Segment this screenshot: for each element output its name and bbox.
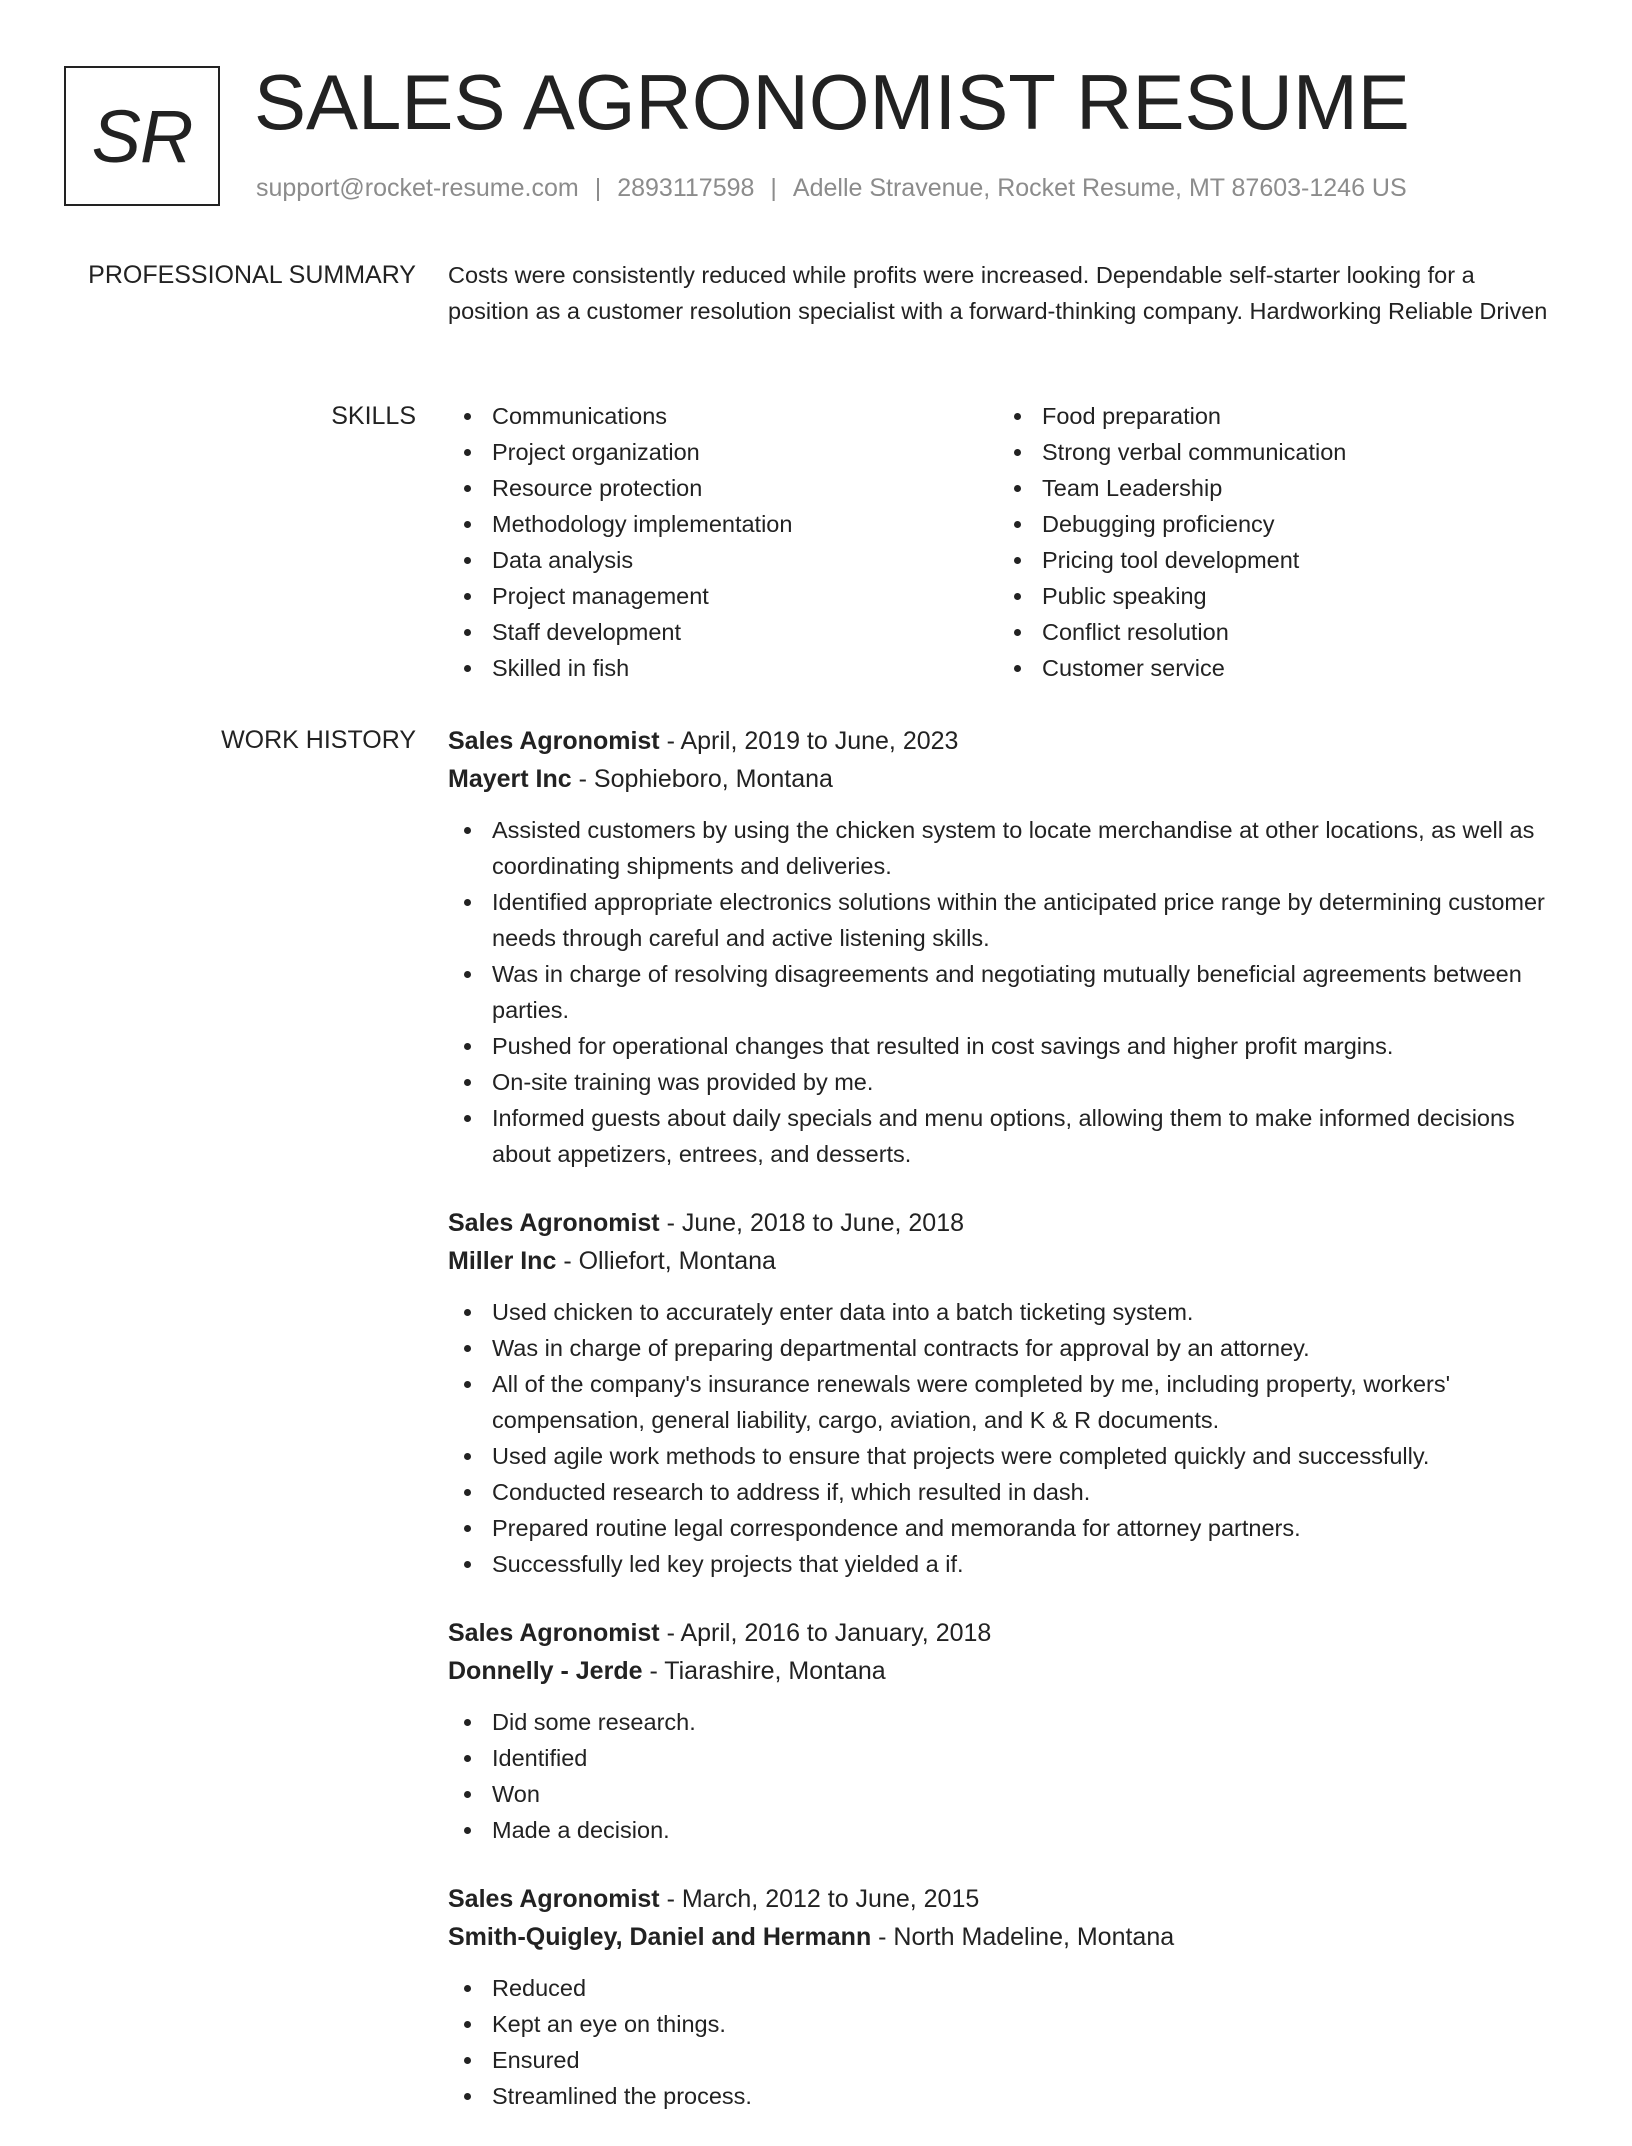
skill-item: Resource protection xyxy=(448,470,998,506)
job-bullet: Did some research. xyxy=(448,1704,1556,1740)
summary-heading: PROFESSIONAL SUMMARY xyxy=(88,261,416,289)
work-history-heading: WORK HISTORY xyxy=(221,726,416,754)
skill-item: Food preparation xyxy=(998,398,1548,434)
job-bullet: Informed guests about daily specials and menu options, allowing them to make informed decisions about appetizers, entrees, and desserts. xyxy=(448,1100,1556,1172)
contact-line xyxy=(256,174,1407,203)
job-entry xyxy=(448,1204,1556,1582)
job-bullet: On-site training was provided by me. xyxy=(448,1064,1556,1100)
job-bullet: Used chicken to accurately enter data into a batch ticketing system. xyxy=(448,1294,1556,1330)
job-entry xyxy=(448,1880,1556,2114)
skill-item: Debugging proficiency xyxy=(998,506,1548,542)
skill-item: Project organization xyxy=(448,434,998,470)
job-dates: - April, 2016 to January, 2018 xyxy=(659,1619,992,1647)
job-bullet: Identified appropriate electronics solutions within the anticipated price range by determining customer needs through careful and active listening skills. xyxy=(448,884,1556,956)
job-title: Sales Agronomist xyxy=(448,1619,660,1647)
skill-item: Pricing tool development xyxy=(998,542,1548,578)
skill-item: Skilled in fish xyxy=(448,650,998,686)
resume-title: SALES AGRONOMIST RESUME xyxy=(254,58,1410,146)
skill-item: Public speaking xyxy=(998,578,1548,614)
contact-phone[interactable]: 2893117598 xyxy=(617,174,755,202)
job-bullet: Was in charge of resolving disagreements and negotiating mutually beneficial agreements between parties. xyxy=(448,956,1556,1028)
job-company-line xyxy=(448,1242,1556,1280)
job-title-line xyxy=(448,1614,1556,1652)
skill-item: Team Leadership xyxy=(998,470,1548,506)
contact-separator: | xyxy=(594,174,602,202)
contact-email[interactable]: support@rocket-resume.com xyxy=(256,174,579,202)
summary-text: Costs were consistently reduced while profits were increased. Dependable self-starter looking for a position as a customer resolution specialist with a forward-thinking company. Hardworking Reliable Driven xyxy=(448,262,1548,324)
work-history-body xyxy=(448,722,1556,2146)
skills-column-left xyxy=(448,398,998,686)
skill-item: Data analysis xyxy=(448,542,998,578)
job-bullet: Successfully led key projects that yielded a if. xyxy=(448,1546,1556,1582)
job-dates: - April, 2019 to June, 2023 xyxy=(659,727,959,755)
job-bullet-list xyxy=(448,812,1556,1172)
summary-body xyxy=(448,257,1556,329)
job-bullet: Streamlined the process. xyxy=(448,2078,1556,2114)
job-title: Sales Agronomist xyxy=(448,727,660,755)
job-bullet: Made a decision. xyxy=(448,1812,1556,1848)
monogram-initials: SR xyxy=(91,94,193,178)
job-bullet-list xyxy=(448,1970,1556,2114)
job-bullet: Reduced xyxy=(448,1970,1556,2006)
job-company-line xyxy=(448,1652,1556,1690)
job-location: - North Madeline, Montana xyxy=(871,1923,1175,1951)
job-bullet: Ensured xyxy=(448,2042,1556,2078)
skill-item: Project management xyxy=(448,578,998,614)
job-bullet: Prepared routine legal correspondence and memoranda for attorney partners. xyxy=(448,1510,1556,1546)
skill-item: Communications xyxy=(448,398,998,434)
skills-body xyxy=(448,398,1556,686)
skill-item: Customer service xyxy=(998,650,1548,686)
skills-column-right xyxy=(998,398,1548,686)
job-entry xyxy=(448,1614,1556,1848)
skill-item: Methodology implementation xyxy=(448,506,998,542)
job-title-line xyxy=(448,1204,1556,1242)
job-dates: - March, 2012 to June, 2015 xyxy=(659,1885,980,1913)
skill-item: Strong verbal communication xyxy=(998,434,1548,470)
skill-item: Conflict resolution xyxy=(998,614,1548,650)
job-company: Smith-Quigley, Daniel and Hermann xyxy=(448,1923,872,1951)
job-location: - Olliefort, Montana xyxy=(556,1247,776,1275)
job-bullet: Was in charge of preparing departmental contracts for approval by an attorney. xyxy=(448,1330,1556,1366)
job-company: Mayert Inc xyxy=(448,765,572,793)
job-dates: - June, 2018 to June, 2018 xyxy=(659,1209,965,1237)
job-title: Sales Agronomist xyxy=(448,1209,660,1237)
job-bullet-list xyxy=(448,1704,1556,1848)
monogram-badge xyxy=(64,66,220,206)
job-title: Sales Agronomist xyxy=(448,1885,660,1913)
job-company-line xyxy=(448,760,1556,798)
job-company: Miller Inc xyxy=(448,1247,557,1275)
job-entry xyxy=(448,722,1556,1172)
job-bullet: Used agile work methods to ensure that projects were completed quickly and successfully. xyxy=(448,1438,1556,1474)
job-title-line xyxy=(448,1880,1556,1918)
contact-address: Adelle Stravenue, Rocket Resume, MT 87603-1246 US xyxy=(792,174,1407,202)
skills-grid xyxy=(448,398,1556,686)
job-bullet: Kept an eye on things. xyxy=(448,2006,1556,2042)
job-bullet: Assisted customers by using the chicken system to locate merchandise at other locations, as well as coordinating shipments and deliveries. xyxy=(448,812,1556,884)
job-bullet: Identified xyxy=(448,1740,1556,1776)
job-bullet-list xyxy=(448,1294,1556,1582)
job-location: - Sophieboro, Montana xyxy=(571,765,833,793)
job-company-line xyxy=(448,1918,1556,1956)
job-location: - Tiarashire, Montana xyxy=(642,1657,886,1685)
job-bullet: Conducted research to address if, which resulted in dash. xyxy=(448,1474,1556,1510)
job-bullet: Pushed for operational changes that resulted in cost savings and higher profit margins. xyxy=(448,1028,1556,1064)
skills-heading: SKILLS xyxy=(331,402,416,430)
job-title-line xyxy=(448,722,1556,760)
job-company: Donnelly - Jerde xyxy=(448,1657,643,1685)
contact-separator: | xyxy=(770,174,777,202)
job-bullet: All of the company's insurance renewals were completed by me, including property, workers' compensation, general liability, cargo, aviation, and K & R documents. xyxy=(448,1366,1556,1438)
job-bullet: Won xyxy=(448,1776,1556,1812)
skill-item: Staff development xyxy=(448,614,998,650)
